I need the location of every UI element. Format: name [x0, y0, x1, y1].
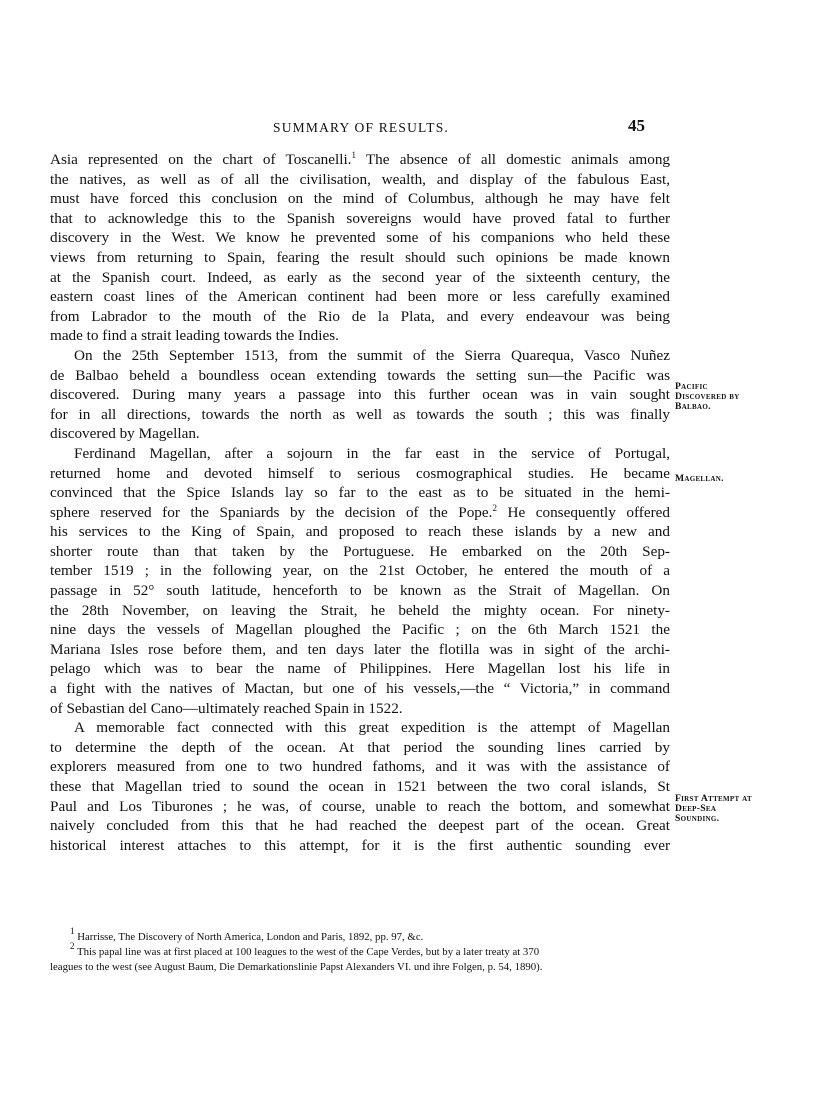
- page-number: 45: [628, 116, 645, 135]
- footnote-mark: 1: [70, 926, 75, 936]
- text-line: must have forced this conclusion on the mind of Columbus, although he may have felt: [50, 190, 670, 208]
- text-line: discovery in the West. We know he prevented some of his companions who held these: [50, 229, 670, 247]
- sidenote-line: Deep-Sea: [675, 803, 717, 814]
- footnote-1: [50, 926, 670, 945]
- line-text: He consequently offered: [496, 503, 670, 521]
- text-line: discovered by Magellan.: [50, 425, 200, 443]
- text-line: de Balbao beheld a boundless ocean extending towards the setting sun—the Pacific was: [50, 366, 670, 384]
- text-line: Ferdinand Magellan, after a sojourn in the far east in the service of Portugal,: [74, 444, 670, 462]
- text-line: the natives, as well as of all the civilisation, wealth, and display of the fabulous East,: [50, 170, 670, 188]
- text-line: made to find a strait leading towards the Indies.: [50, 327, 339, 345]
- text-line: a fight with the natives of Mactan, but one of his vessels,—the “ Victoria,” in command: [50, 680, 670, 698]
- text-line: of Sebastian del Cano—ultimately reached Spain in 1522.: [50, 699, 403, 717]
- text-line: that to acknowledge this to the Spanish sovereigns would have proved fatal to further: [50, 209, 670, 227]
- text-line: naively concluded from this that he had reached the deepest part of the ocean. Great: [50, 817, 670, 835]
- sidenote-magellan: [675, 474, 724, 484]
- text-line: passage in 52° south latitude, henceforth to be known as the Strait of Magellan. On: [50, 582, 670, 600]
- text-line: at the Spanish court. Indeed, as early as the second year of the sixteenth century, the: [50, 268, 670, 286]
- text-line: discovered. During many years a passage into this further ocean was in vain sought: [50, 386, 670, 404]
- sidenote-line: Pacific: [675, 381, 708, 392]
- text-line: from Labrador to the mouth of the Rio de la Plata, and every endeavour was being: [50, 307, 670, 325]
- sidenote-line: Balbao.: [675, 401, 711, 412]
- footnote-ref[interactable]: 2: [492, 502, 497, 513]
- line-text: sphere reserved for the Spaniards by the decision of the Pope.: [50, 503, 493, 521]
- line-text: The absence of all domestic animals among: [355, 151, 671, 168]
- text-line: convinced that the Spice Islands lay so far to the east as to be situated in the hemi-: [50, 484, 670, 502]
- footnote-text: Harrisse, The Discovery of North America, London and Paris, 1892, pp. 97, &c.: [74, 931, 424, 943]
- text-line: to determine the depth of the ocean. At that period the sounding lines carried by: [50, 738, 670, 756]
- line-text: Asia represented on the chart of Toscanelli.: [50, 151, 352, 168]
- footnote-ref[interactable]: 1: [351, 150, 356, 160]
- sidenote-line: First Attempt at: [675, 793, 752, 804]
- text-line: Paul and Los Tiburones ; he was, of course, unable to reach the bottom, and somewhat: [50, 797, 670, 815]
- text-line: for in all directions, towards the north as well as towards the south ; this was finally: [50, 405, 670, 423]
- text-line: On the 25th September 1513, from the summit of the Sierra Quarequa, Vasco Nuñez: [74, 346, 670, 364]
- footnote-2: [50, 941, 670, 960]
- body-text: [50, 150, 670, 855]
- text-line: these that Magellan tried to sound the ocean in 1521 between the two coral islands, St: [50, 778, 670, 795]
- text-line: pelago which was to bear the name of Philippines. Here Magellan lost his life in: [50, 660, 670, 678]
- text-line: eastern coast lines of the American continent had been more or less carefully examined: [50, 288, 670, 306]
- sidenote-line: Sounding.: [675, 813, 720, 824]
- running-title: SUMMARY OF RESULTS.: [273, 120, 449, 135]
- footnote-mark: 2: [70, 941, 75, 951]
- text-line: nine days the vessels of Magellan ploughed the Pacific ; on the 6th March 1521 the: [50, 621, 670, 639]
- text-line: his services to the King of Spain, and proposed to reach these islands by a new and: [50, 523, 670, 541]
- sidenote-line: Magellan.: [675, 473, 724, 484]
- text-line: Mariana Isles rose before them, and ten days later the flotilla was in sight of the archi-: [50, 640, 670, 658]
- sidenote-line: Discovered by: [675, 391, 740, 402]
- sidenote-first-attempt: [675, 794, 752, 824]
- text-line: [50, 503, 670, 523]
- text-line: returned home and devoted himself to serious cosmographical studies. He became: [50, 464, 670, 482]
- text-line: the 28th November, on leaving the Strait, he beheld the mighty ocean. For ninety-: [50, 601, 670, 619]
- running-head: [0, 116, 825, 142]
- text-line: shorter route than that taken by the Portuguese. He embarked on the 20th Sep-: [50, 542, 670, 560]
- footnotes: [50, 926, 670, 975]
- footnote-2-continued: leagues to the west (see August Baum, Die Demarkationslinie Papst Alexanders VI. und ihre Folgen, p. 54, 1890).: [50, 961, 543, 973]
- footnote-text: This papal line was at first placed at 100 leagues to the west of the Cape Verdes, but by a later treaty at 370: [74, 946, 540, 958]
- sidenote-pacific: [675, 382, 740, 412]
- text-line: tember 1519 ; in the following year, on the 21st October, he entered the mouth of a: [50, 562, 670, 580]
- text-line: [50, 150, 670, 170]
- text-line: historical interest attaches to this attempt, for it is the first authentic sounding ever: [50, 836, 670, 854]
- text-line: A memorable fact connected with this great expedition is the attempt of Magellan: [74, 719, 670, 737]
- text-line: views from returning to Spain, fearing the result should such opinions be made known: [50, 248, 670, 266]
- text-line: explorers measured from one to two hundred fathoms, and it was with the assistance of: [50, 758, 670, 776]
